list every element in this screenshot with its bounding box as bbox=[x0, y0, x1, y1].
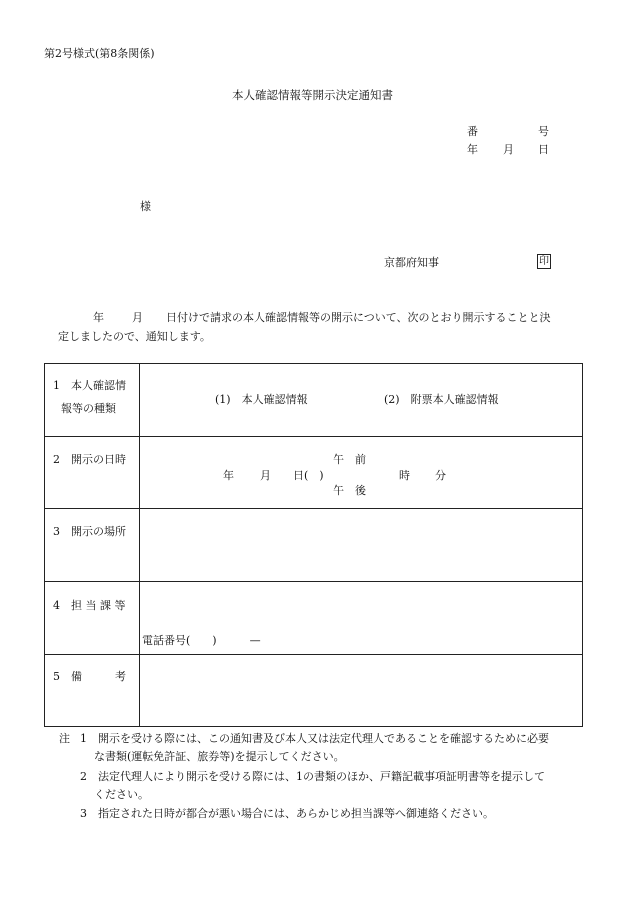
row1-option-1: (1) 本人確認情報 bbox=[215, 393, 308, 406]
row1-label-line2: 報等の種類 bbox=[61, 402, 116, 415]
row1-label-line1: 1 本人確認情 bbox=[53, 379, 126, 392]
number-label-1: 番 bbox=[467, 125, 478, 138]
row2-label: 2 開示の日時 bbox=[53, 453, 126, 466]
row-divider-3 bbox=[45, 581, 582, 582]
note-1-line-1: 1 開示を受ける際には、この通知書及び本人又は法定代理人であることを確認するために必要 bbox=[80, 732, 549, 745]
number-label-2: 号 bbox=[538, 125, 549, 138]
date-month-label: 月 bbox=[503, 143, 514, 156]
note-2-line-1: 2 法定代理人により開示を受ける際には、1の書類のほか、戸籍記載事項証明書等を提示して bbox=[80, 770, 545, 783]
seal-mark: 印 bbox=[539, 256, 549, 267]
row-divider-1 bbox=[45, 436, 582, 437]
row2-year: 年 bbox=[223, 469, 234, 482]
row2-minute: 分 bbox=[435, 469, 446, 482]
row2-am: 午 前 bbox=[333, 453, 366, 466]
form-number: 第2号様式(第8条関係) bbox=[44, 47, 155, 60]
row4-phone: 電話番号( ) — bbox=[142, 634, 261, 647]
row2-pm: 午 後 bbox=[333, 484, 366, 497]
document-title: 本人確認情報等開示決定通知書 bbox=[232, 88, 393, 102]
body-line-1: 日付けで請求の本人確認情報等の開示について、次のとおり開示することと決 bbox=[166, 311, 551, 324]
table-column-divider bbox=[139, 364, 140, 726]
row-divider-4 bbox=[45, 654, 582, 655]
row2-hour: 時 bbox=[399, 469, 410, 482]
addressee-suffix: 様 bbox=[140, 200, 151, 213]
row-divider-2 bbox=[45, 508, 582, 509]
body-year-label: 年 bbox=[93, 311, 104, 324]
date-day-label: 日 bbox=[538, 143, 549, 156]
row2-month: 月 bbox=[260, 469, 271, 482]
note-2-line-2: ください。 bbox=[94, 788, 149, 801]
body-line-2: 定しましたので、通知します。 bbox=[58, 330, 211, 343]
note-3-line-1: 3 指定された日時が都合が悪い場合には、あらかじめ担当課等へ御連絡ください。 bbox=[80, 807, 494, 820]
row3-label: 3 開示の場所 bbox=[53, 525, 126, 538]
disclosure-table bbox=[44, 363, 583, 727]
notes-prefix: 注 bbox=[59, 732, 70, 745]
note-1-line-2: な書類(運転免許証、旅券等)を提示してください。 bbox=[94, 750, 345, 763]
row5-label: 5 備 考 bbox=[53, 670, 126, 683]
row2-day: 日( ) bbox=[293, 469, 324, 482]
row1-option-2: (2) 附票本人確認情報 bbox=[384, 393, 499, 406]
body-month-label: 月 bbox=[132, 311, 143, 324]
issuer-name: 京都府知事 bbox=[384, 256, 439, 269]
date-year-label: 年 bbox=[467, 143, 478, 156]
row4-label: 4 担 当 課 等 bbox=[53, 599, 126, 612]
